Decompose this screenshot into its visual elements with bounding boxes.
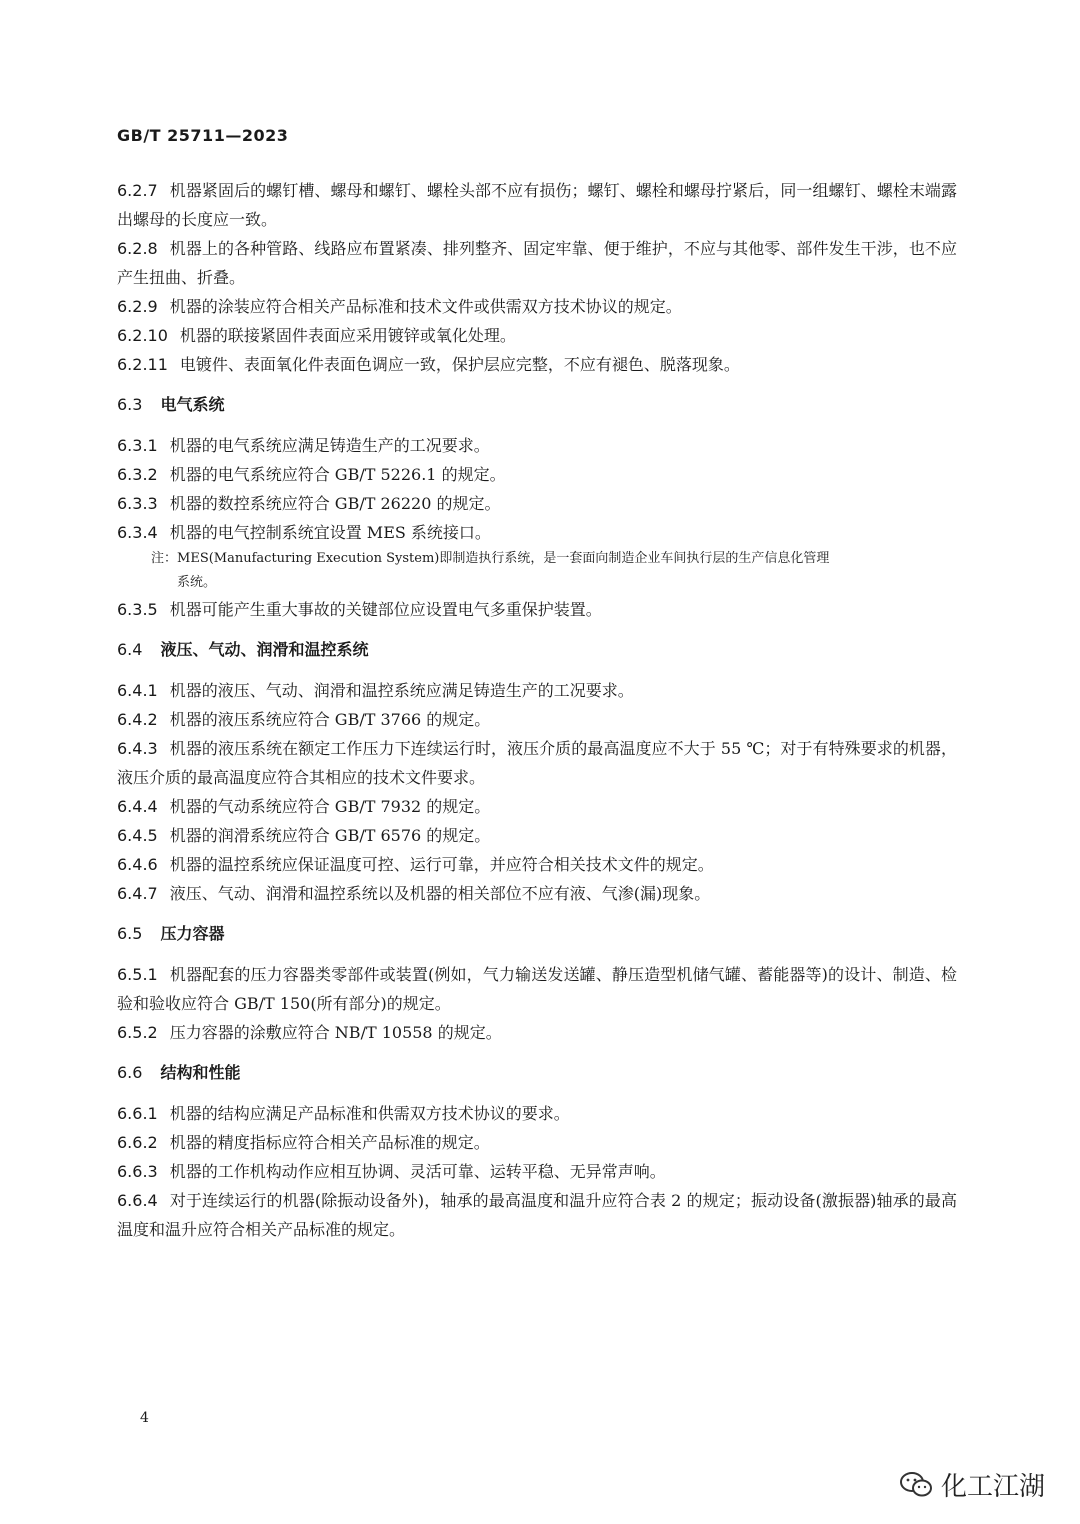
clause-text: 电气系统 <box>160 395 225 414</box>
clause-text: 机器的联接紧固件表面应采用镀锌或氧化处理。 <box>179 326 516 345</box>
clause <box>117 595 957 624</box>
clause-text: 机器上的各种管路、线路应布置紧凑、排列整齐、固定牢靠、便于维护，不应与其他零、部件发生干涉，也不应产生扭曲、折叠。 <box>117 239 957 287</box>
clause-number: 6.2.7 <box>117 181 158 200</box>
clause-text: 机器的液压系统应符合 GB/T 3766 的规定。 <box>169 710 491 729</box>
clause-text: 机器的精度指标应符合相关产品标准的规定。 <box>169 1133 490 1152</box>
clause-text: MES(Manufacturing Execution System)即制造执行系统，是一套面向制造企业车间执行层的生产信息化管理 <box>177 551 830 566</box>
clause-number: 6.2.8 <box>117 239 158 258</box>
clause-number: 6.3.4 <box>117 523 158 542</box>
clause-number: 6.3.5 <box>117 600 158 619</box>
wechat-icon <box>899 1470 933 1500</box>
note <box>117 547 957 595</box>
clause <box>117 431 957 460</box>
clause-number: 6.3 <box>117 395 143 414</box>
clause <box>117 734 957 792</box>
clause-number: 6.4 <box>117 640 143 659</box>
clause-text: 结构和性能 <box>160 1063 241 1082</box>
page-number: 4 <box>140 1410 149 1426</box>
clause <box>117 176 957 234</box>
watermark-text: 化工江湖 <box>940 1472 1045 1502</box>
clause <box>117 292 957 321</box>
clause <box>117 960 957 1018</box>
clause-number: 6.3.2 <box>117 465 158 484</box>
clause-number: 注： <box>151 551 178 566</box>
document-body <box>117 176 957 1244</box>
clause-number: 6.4.5 <box>117 826 158 845</box>
clause-text: 机器的液压、气动、润滑和温控系统应满足铸造生产的工况要求。 <box>169 681 634 700</box>
clause-number: 6.5 <box>117 924 143 943</box>
clause-text: 机器的电气系统应满足铸造生产的工况要求。 <box>169 436 490 455</box>
clause-number: 6.5.1 <box>117 965 158 984</box>
clause <box>117 1099 957 1128</box>
clause <box>117 705 957 734</box>
clause-number: 6.2.10 <box>117 326 168 345</box>
clause-number: 6.6.4 <box>117 1191 158 1210</box>
standard-header: GB/T 25711—2023 <box>117 126 289 145</box>
clause-number: 6.2.9 <box>117 297 158 316</box>
clause <box>117 1128 957 1157</box>
clause-number: 6.4.6 <box>117 855 158 874</box>
clause-text: 液压、气动、润滑和温控系统 <box>160 640 369 659</box>
clause-number: 6.3.3 <box>117 494 158 513</box>
clause-text: 机器的结构应满足产品标准和供需双方技术协议的要求。 <box>169 1104 570 1123</box>
clause-number: 6.6.1 <box>117 1104 158 1123</box>
clause-text: 机器的工作机构动作应相互协调、灵活可靠、运转平稳、无异常声响。 <box>169 1162 666 1181</box>
section-heading <box>117 919 957 948</box>
clause <box>117 321 957 350</box>
clause-text: 机器的电气控制系统宜设置 MES 系统接口。 <box>169 523 491 542</box>
clause <box>117 821 957 850</box>
clause <box>117 1186 957 1244</box>
clause-text: 机器的电气系统应符合 GB/T 5226.1 的规定。 <box>169 465 506 484</box>
clause <box>117 489 957 518</box>
clause-text: 机器紧固后的螺钉槽、螺母和螺钉、螺栓头部不应有损伤；螺钉、螺栓和螺母拧紧后，同一组螺钉、螺栓末端露出螺母的长度应一致。 <box>117 181 957 229</box>
section-heading <box>117 390 957 419</box>
clause-text: 机器的数控系统应符合 GB/T 26220 的规定。 <box>169 494 501 513</box>
clause <box>117 850 957 879</box>
clause-text: 机器的液压系统在额定工作压力下连续运行时，液压介质的最高温度应不大于 55 ℃；对于有特殊要求的机器，液压介质的最高温度应符合其相应的技术文件要求。 <box>117 739 957 787</box>
clause-number: 6.2.11 <box>117 355 168 374</box>
section-heading <box>117 635 957 664</box>
watermark <box>899 1466 1045 1503</box>
clause-number: 6.5.2 <box>117 1023 158 1042</box>
clause-number: 6.4.2 <box>117 710 158 729</box>
clause <box>117 234 957 292</box>
clause-number: 6.4.3 <box>117 739 158 758</box>
note-continuation: 系统。 <box>177 575 217 590</box>
clause-text: 压力容器 <box>160 924 225 943</box>
clause <box>117 879 957 908</box>
clause <box>117 1157 957 1186</box>
clause <box>117 350 957 379</box>
clause <box>117 518 957 547</box>
clause-text: 机器的润滑系统应符合 GB/T 6576 的规定。 <box>169 826 491 845</box>
clause-text: 机器的温控系统应保证温度可控、运行可靠，并应符合相关技术文件的规定。 <box>169 855 714 874</box>
clause-number: 6.6 <box>117 1063 143 1082</box>
clause-text: 液压、气动、润滑和温控系统以及机器的相关部位不应有液、气渗(漏)现象。 <box>169 884 711 903</box>
clause-number: 6.6.2 <box>117 1133 158 1152</box>
clause-number: 6.4.7 <box>117 884 158 903</box>
clause <box>117 1018 957 1047</box>
clause-number: 6.6.3 <box>117 1162 158 1181</box>
clause-text: 压力容器的涂敷应符合 NB/T 10558 的规定。 <box>169 1023 502 1042</box>
clause-number: 6.4.4 <box>117 797 158 816</box>
clause <box>117 460 957 489</box>
clause-text: 机器可能产生重大事故的关键部位应设置电气多重保护装置。 <box>169 600 602 619</box>
clause-number: 6.3.1 <box>117 436 158 455</box>
clause-text: 电镀件、表面氧化件表面色调应一致，保护层应完整，不应有褪色、脱落现象。 <box>179 355 740 374</box>
clause-number: 6.4.1 <box>117 681 158 700</box>
clause-text: 对于连续运行的机器(除振动设备外)，轴承的最高温度和温升应符合表 2 的规定；振动设备(激振器)轴承的最高温度和温升应符合相关产品标准的规定。 <box>117 1191 957 1239</box>
clause-text: 机器配套的压力容器类零部件或装置(例如，气力输送发送罐、静压造型机储气罐、蓄能器等)的设计、制造、检验和验收应符合 GB/T 150(所有部分)的规定。 <box>117 965 957 1013</box>
clause-text: 机器的气动系统应符合 GB/T 7932 的规定。 <box>169 797 491 816</box>
section-heading <box>117 1058 957 1087</box>
clause <box>117 792 957 821</box>
clause <box>117 676 957 705</box>
clause-text: 机器的涂装应符合相关产品标准和技术文件或供需双方技术协议的规定。 <box>169 297 682 316</box>
